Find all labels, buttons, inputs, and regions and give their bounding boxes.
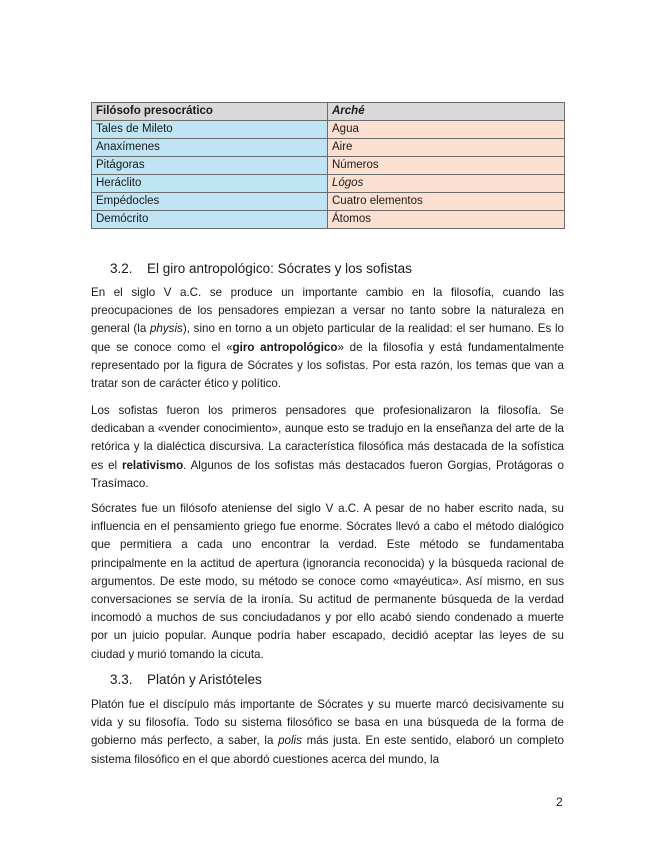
table-cell-arche-italic: Lógos — [332, 177, 364, 189]
table-cell-arche — [328, 175, 565, 193]
presocratic-table — [91, 102, 565, 229]
paragraph-text: En el siglo V a.C. se produce un importante cambio en la filosofía, cuando las preocupaciones de los pensadores empiezan a versar no tanto sobre la naturaleza en general (la — [91, 286, 564, 336]
bold-term-relativismo: relativismo — [121, 458, 184, 472]
italic-term-polis: polis — [278, 734, 302, 748]
table-row — [92, 139, 565, 157]
section-heading-3-2 — [110, 261, 412, 276]
paragraph-text: Platón fue el discípulo más importante de Sócrates y su muerte marcó decisivamente su vida y su filosofía. Todo su sistema filosófico se basa en una búsqueda de la forma de gobierno más perfecto, a saber, la — [91, 698, 564, 748]
table-cell-arche: Números — [328, 157, 565, 175]
table-cell-arche: Agua — [328, 121, 565, 139]
table-header-philosopher: Filósofo presocrático — [92, 103, 328, 121]
table-cell-arche: Aire — [328, 139, 565, 157]
table-cell-arche: Cuatro elementos — [328, 193, 565, 211]
italic-term-physis: physis — [149, 322, 183, 336]
section-title: El giro antropológico: Sócrates y los sofistas — [147, 261, 412, 276]
paragraph-platon — [91, 696, 564, 769]
section-number: 3.3. — [110, 672, 133, 687]
paragraph-giro-antropologico — [91, 284, 564, 393]
table-header-row — [92, 103, 565, 121]
table-cell-philosopher: Anaxímenes — [92, 139, 328, 157]
bold-term-giro: giro antropológico — [232, 340, 338, 354]
paragraph-socrates: Sócrates fue un filósofo ateniense del siglo V a.C. A pesar de no haber escrito nada, su influencia en el pensamiento griego fue enorme. Sócrates llevó a cabo el método dialógico que permitiera a cada uno encontrar la verdad. Este método se fundamentaba principalmente en la actitud de apertura (ignorancia reconocida) y la búsqueda racional de argumentos. De este modo, su método se conoce como «mayéutica». Así mismo, en sus conversaciones se servía de la ironía. Su actitud de permanente búsqueda de la verdad incomodó a muchos de sus conciudadanos y por ello acabó siendo condenado a muerte por un juicio popular. Aunque podría haber escapado, decidió aceptar las leyes de su ciudad y murió tomando la cicuta. — [91, 502, 564, 661]
table-cell-philosopher: Tales de Mileto — [92, 121, 328, 139]
table-row — [92, 193, 565, 211]
paragraph-text: . Algunos de los sofistas más destacados fueron Gorgias, Protágoras o Trasímaco. — [91, 458, 564, 490]
paragraph-sofistas — [91, 402, 564, 493]
paragraph-text: más justa. En este sentido, elaboró un completo sistema filosófico en el que abordó cuestiones acerca del mundo, la — [91, 734, 564, 766]
table-cell-philosopher: Pitágoras — [92, 157, 328, 175]
table-cell-arche: Átomos — [328, 211, 565, 229]
section-title: Platón y Aristóteles — [147, 672, 262, 687]
table-cell-philosopher: Heráclito — [92, 175, 328, 193]
table-row — [92, 157, 565, 175]
table-cell-philosopher: Empédocles — [92, 193, 328, 211]
section-heading-3-3 — [110, 672, 262, 687]
paragraph-text: ), sino en torno a un objeto particular de la realidad: el ser humano. Es lo que se conoce como el « — [91, 322, 564, 354]
table-header-arche: Arché — [328, 103, 565, 121]
table-row — [92, 211, 565, 229]
section-number: 3.2. — [110, 261, 133, 276]
table-row — [92, 175, 565, 193]
table-cell-philosopher: Demócrito — [92, 211, 328, 229]
table-row — [92, 121, 565, 139]
paragraph-text: Los sofistas fueron los primeros pensadores que profesionalizaron la filosofía. Se dedicaban a «vender conocimiento», aunque esto se tradujo en la enseñanza del arte de la retórica y la dialéctica discursiva. La característica filosófica más destacada de la sofística es el — [91, 404, 564, 472]
paragraph-text: » de la filosofía y está fundamentalmente representado por la figura de Sócrates y los sofistas. Por esta razón, los temas que van a tratar son de carácter ético y político. — [91, 340, 565, 391]
page-number: 2 — [556, 795, 563, 809]
